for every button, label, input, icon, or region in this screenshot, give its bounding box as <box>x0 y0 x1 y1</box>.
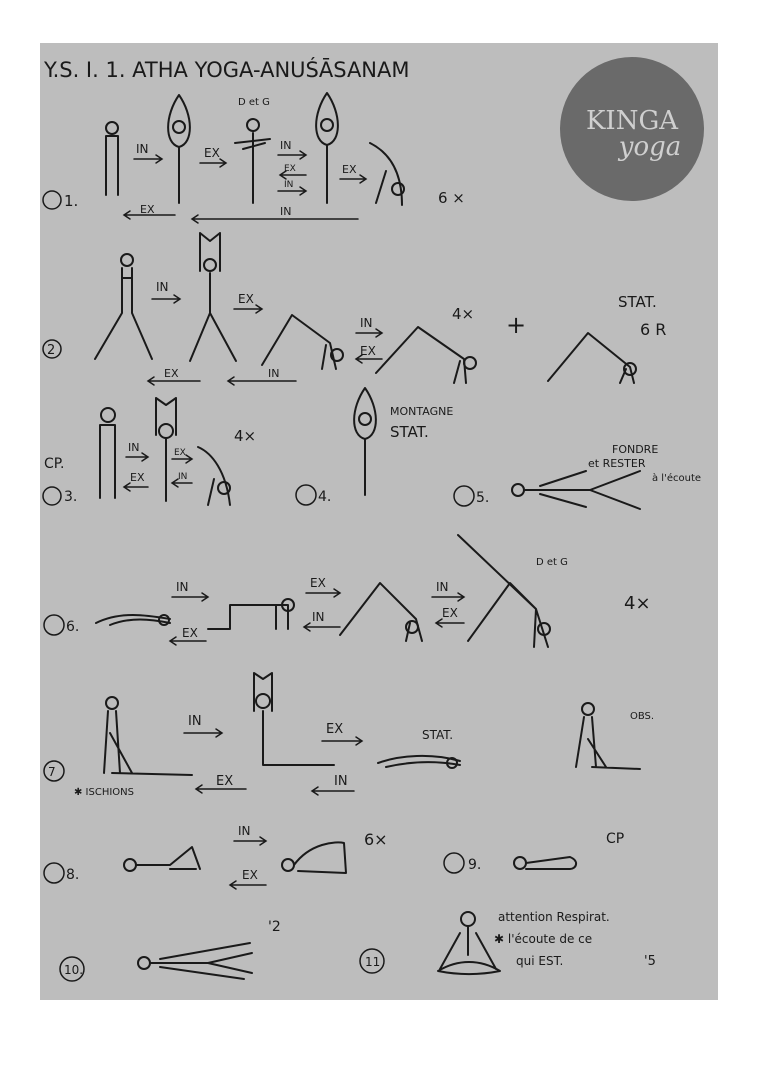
svg-text:EX: EX <box>130 471 145 484</box>
three-legged-dog-figure <box>458 535 550 647</box>
svg-text:IN: IN <box>280 139 292 152</box>
svg-text:EX: EX <box>242 868 258 882</box>
sequence-9-number: 9. <box>468 857 482 873</box>
wide-stance-arms-up-figure <box>190 233 236 361</box>
svg-text:IN: IN <box>360 316 373 330</box>
logo-text-kinga: KINGA <box>586 106 678 136</box>
svg-text:EX: EX <box>140 203 155 216</box>
sequence-6-reps: 4× <box>624 593 651 614</box>
svg-text:IN: IN <box>334 774 348 789</box>
svg-text:IN: IN <box>238 824 251 838</box>
svg-text:IN: IN <box>188 714 202 729</box>
svg-text:EX: EX <box>216 774 234 789</box>
svg-text:IN: IN <box>268 367 280 380</box>
svg-text:EX: EX <box>238 292 254 306</box>
worksheet <box>40 43 718 1000</box>
arms-raised-figure <box>168 95 190 203</box>
svg-text:EX: EX <box>442 606 458 620</box>
logo-text-yoga: yoga <box>618 132 682 162</box>
sequence-drawing <box>40 43 718 1000</box>
sequence-7-number: 7 <box>48 765 56 779</box>
sequence-4-number: 4. <box>318 489 332 505</box>
page-title: Y.S. I. 1. ATHA YOGA-ANUŚĀSANAM <box>44 58 410 82</box>
bridge-raised-figure <box>282 842 346 873</box>
sequence-1-side-note: D et G <box>238 97 270 108</box>
sequence-4 <box>296 388 453 505</box>
downward-dog-figure <box>376 327 476 383</box>
forward-fold-figure <box>370 143 404 205</box>
sequence-5 <box>454 443 701 509</box>
svg-text:EX: EX <box>360 344 376 358</box>
svg-text:IN: IN <box>312 610 325 624</box>
forward-fold-figure-3 <box>198 447 230 505</box>
sequence-2-stat: STAT. <box>618 293 657 311</box>
wide-forward-fold-figure <box>262 315 343 369</box>
svg-text:EX: EX <box>204 146 220 160</box>
sequence-11 <box>360 910 656 974</box>
bridge-start-figure <box>124 847 200 871</box>
sequence-5-note-2: et RESTER <box>588 457 646 470</box>
sequence-5-number: 5. <box>476 490 490 506</box>
sequence-6-number: 6. <box>66 619 80 635</box>
seated-figure <box>104 697 192 775</box>
sequence-3 <box>43 398 256 505</box>
sequence-3-number: 3. <box>64 489 78 505</box>
sequence-6 <box>44 535 651 647</box>
sequence-6-side-note: D et G <box>536 557 568 568</box>
svg-text:EX: EX <box>164 367 179 380</box>
sequence-11-number: 11 <box>365 955 381 969</box>
sequence-3-cp: CP. <box>44 456 65 472</box>
svg-text:IN: IN <box>284 180 294 190</box>
seated-meditation-figure <box>438 912 500 974</box>
svg-text:IN: IN <box>128 441 140 454</box>
knees-to-chest-figure <box>514 857 576 869</box>
sequence-7-stat: STAT. <box>422 728 454 742</box>
sequence-2-number: 2 <box>47 343 56 358</box>
downward-dog-hold-figure <box>548 333 636 383</box>
svg-text:EX: EX <box>326 722 344 737</box>
svg-text:EX: EX <box>182 626 198 640</box>
sequence-11-note-1: attention Respirat. <box>498 910 610 924</box>
lying-figure-5 <box>512 471 640 509</box>
sequence-1-reps: 6 × <box>438 189 465 207</box>
arms-raised-figure-2 <box>316 93 338 203</box>
kinga-yoga-logo <box>560 57 704 201</box>
sequence-2-plus: + <box>506 311 527 339</box>
svg-text:IN: IN <box>280 205 292 218</box>
standing-figure-3 <box>100 408 115 498</box>
sequence-8-number: 8. <box>66 867 80 883</box>
sequence-11-note-2: ✱ l'écoute de ce <box>494 932 593 946</box>
svg-text:IN: IN <box>178 472 188 482</box>
sequence-4-stat: STAT. <box>390 423 429 441</box>
downward-dog-figure-6 <box>340 583 422 641</box>
sequence-9-cp: CP <box>606 831 625 847</box>
arms-raised-figure-3 <box>156 398 176 501</box>
sequence-11-note-3: qui EST. <box>516 954 564 968</box>
sequence-7 <box>44 673 654 798</box>
svg-text:EX: EX <box>310 576 326 590</box>
arm-stretch-figure <box>235 119 270 203</box>
sequence-7-obs: OBS. <box>630 711 655 722</box>
mountain-pose-figure <box>354 388 376 495</box>
svg-text:EX: EX <box>174 448 186 458</box>
sequence-8 <box>44 824 388 889</box>
svg-text:IN: IN <box>136 142 149 156</box>
sequence-10 <box>60 919 281 981</box>
wide-stance-figure <box>95 254 152 359</box>
svg-text:EX: EX <box>342 163 357 176</box>
seated-arms-up-figure <box>254 673 334 765</box>
sequence-7-ischions: ✱ ISCHIONS <box>74 787 135 798</box>
svg-text:EX: EX <box>284 164 296 174</box>
sequence-2-stat-reps: 6 R <box>640 320 667 339</box>
sequence-8-reps: 6× <box>364 830 388 849</box>
seated-forward-fold-figure <box>378 756 460 768</box>
corpse-pose-figure <box>138 943 252 979</box>
sequence-11-time: '5 <box>644 954 656 969</box>
sequence-1-number: 1. <box>64 192 79 210</box>
svg-text:IN: IN <box>176 580 189 594</box>
standing-figure <box>106 122 118 195</box>
sequence-10-number: 10. <box>64 963 84 977</box>
svg-text:IN: IN <box>436 580 449 594</box>
sequence-9 <box>444 831 624 873</box>
svg-text:IN: IN <box>156 280 169 294</box>
sequence-5-note-1: FONDRE <box>612 443 659 456</box>
sequence-2 <box>43 233 666 385</box>
sequence-5-note-3: à l'écoute <box>652 473 702 484</box>
childs-pose-figure <box>96 615 170 625</box>
sequence-4-pose-name: MONTAGNE <box>390 405 454 418</box>
sequence-1 <box>43 93 465 223</box>
sequence-3-reps: 4× <box>234 427 257 445</box>
sequence-2-reps: 4× <box>452 305 475 323</box>
tabletop-figure <box>208 599 294 629</box>
sequence-10-time: '2 <box>268 919 281 935</box>
